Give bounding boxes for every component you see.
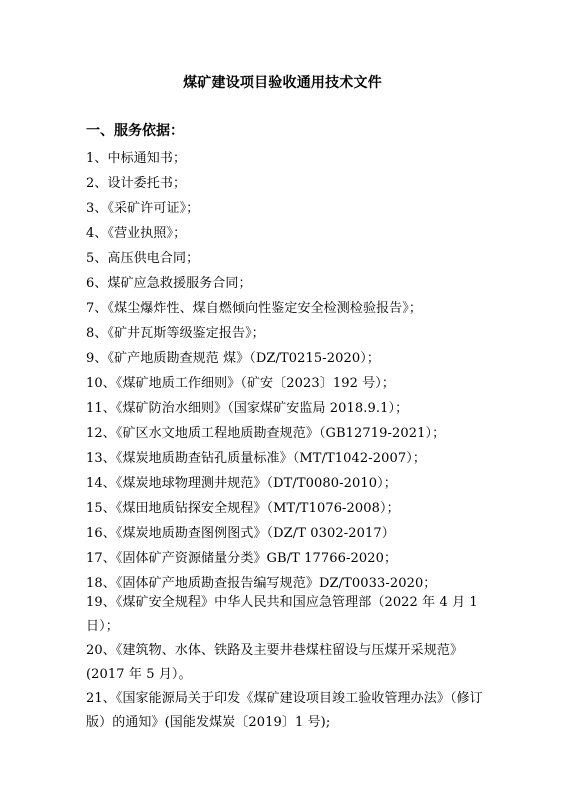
- list-item: 17、《固体矿产资源储量分类》GB/T 17766-2020；: [86, 551, 398, 566]
- list-item: 4、《营业执照》；: [86, 226, 187, 241]
- list-item: 2、设计委托书；: [86, 176, 187, 191]
- list-item: 13、《煤炭地质勘查钻孔质量标准》（MT/T1042-2007）；: [86, 451, 426, 466]
- list-item: 6、煤矿应急救援服务合同；: [86, 276, 252, 291]
- list-item: 3、《采矿许可证》；: [86, 201, 200, 216]
- list-item: 14、《煤炭地球物理测井规范》（DT/T0080-2010）；: [86, 476, 397, 491]
- list-item: 21、《国家能源局关于印发《煤矿建设项目竣工验收管理办法》（修订版）的通知》(国能发煤炭〔2019〕1 号);: [86, 691, 483, 730]
- list-item: 12、《矿区水文地质工程地质勘查规范》（GB12719-2021）；: [86, 426, 446, 441]
- document-title: 煤矿建设项目验收通用技术文件: [183, 75, 382, 91]
- list-item: 9、《矿产地质勘查规范 煤》（DZ/T0215-2020）；: [86, 351, 380, 366]
- list-item: 10、《煤矿地质工作细则》（矿安〔2023〕192 号）；: [86, 376, 395, 391]
- list-item: 19、《煤矿安全规程》中华人民共和国应急管理部（2022 年 4 月 1 日）；: [86, 595, 478, 634]
- list-item: 16、《煤炭地质勘查图例图式》（DZ/T 0302-2017）: [86, 526, 395, 541]
- list-item: 18、《固体矿产地质勘查报告编写规范》DZ/T0033-2020；: [86, 576, 437, 591]
- list-item: 5、高压供电合同；: [86, 251, 200, 266]
- list-item: 11、《煤矿防治水细则》（国家煤矿安监局 2018.9.1）；: [86, 401, 409, 416]
- list-item: 15、《煤田地质钻探安全规程》（MT/T1076-2008）；: [86, 501, 400, 516]
- list-item: 7、《煤尘爆炸性、煤自燃倾向性鉴定安全检测检验报告》；: [86, 301, 422, 316]
- list-item: 1、中标通知书；: [86, 151, 187, 166]
- section-heading: 一、服务依据：: [86, 123, 184, 139]
- list-item: 20、《建筑物、水体、铁路及主要井巷煤柱留设与压煤开采规范》(2017 年 5 月）。: [86, 643, 464, 682]
- list-item: 8、《矿井瓦斯等级鉴定报告》；: [86, 326, 265, 341]
